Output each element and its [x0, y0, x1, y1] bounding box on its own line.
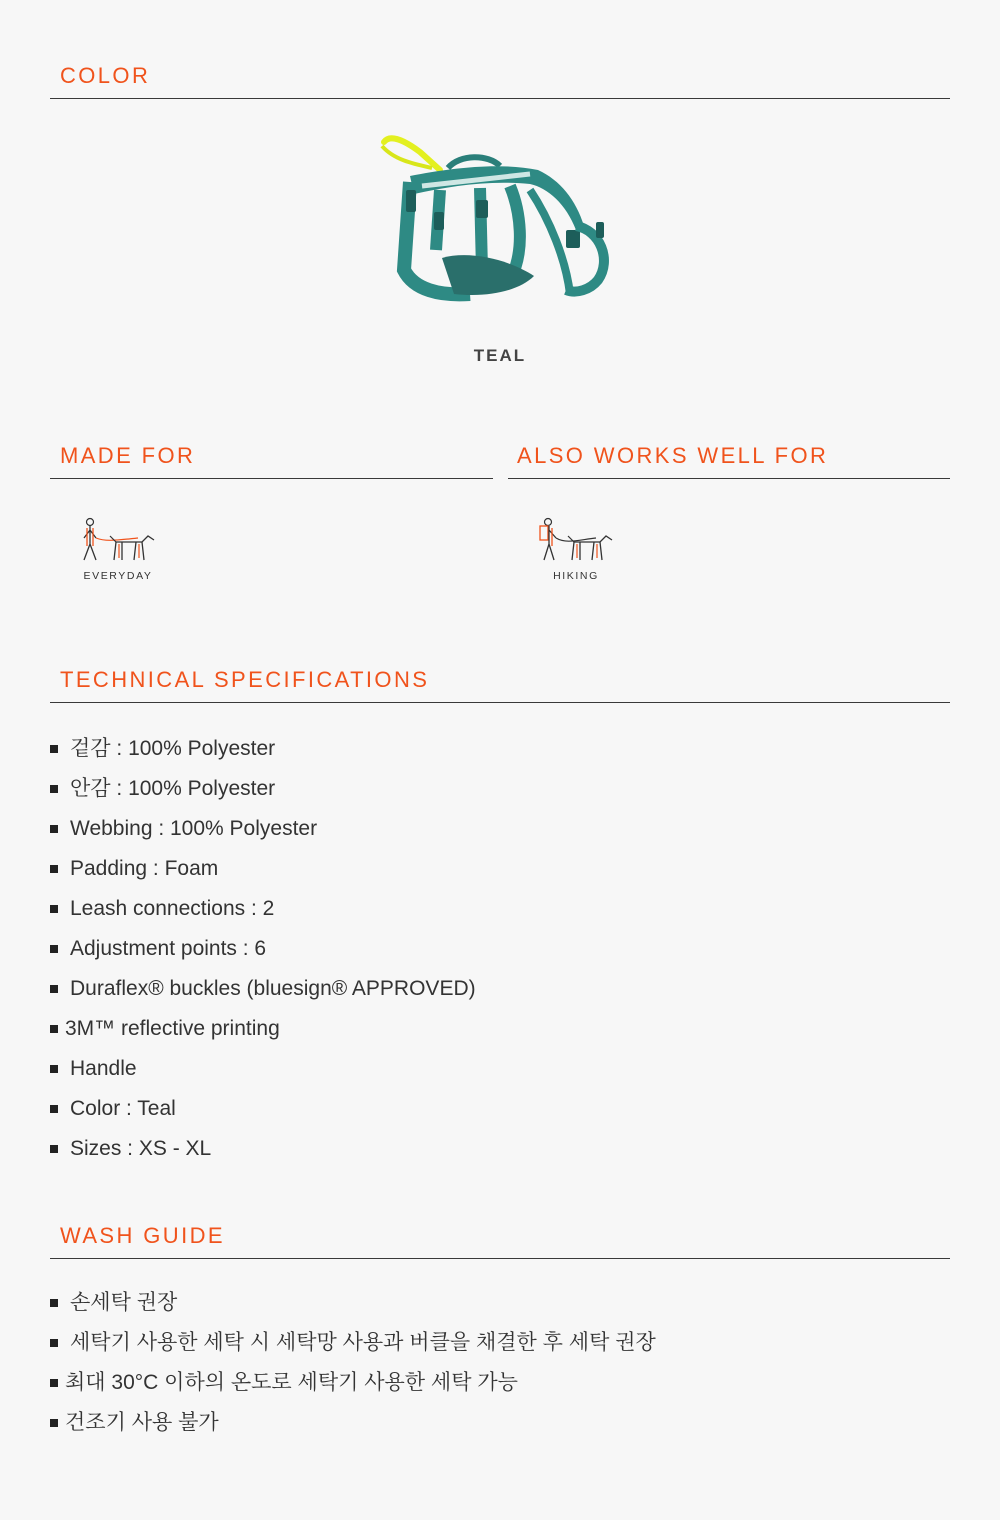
list-item: Color : Teal: [50, 1089, 476, 1129]
list-item: 손세탁 권장: [50, 1283, 656, 1323]
activity-label-everyday: EVERYDAY: [83, 570, 153, 582]
bullet-icon: [50, 1339, 58, 1347]
bullet-icon: [50, 1299, 58, 1307]
color-section-divider: [50, 98, 950, 99]
bullet-icon: [50, 785, 58, 793]
bullet-icon: [50, 985, 58, 993]
bullet-icon: [50, 905, 58, 913]
list-item: Padding : Foam: [50, 849, 476, 889]
list-item: Adjustment points : 6: [50, 929, 476, 969]
wash-guide-list: [50, 1283, 656, 1443]
list-item: Leash connections : 2: [50, 889, 476, 929]
made-for-divider: [50, 478, 493, 479]
harness-product-image: [370, 130, 620, 310]
list-item: 세탁기 사용한 세탁 시 세탁망 사용과 버클을 채결한 후 세탁 권장: [50, 1323, 656, 1363]
bullet-icon: [50, 1025, 58, 1033]
list-item: 안감 : 100% Polyester: [50, 769, 476, 809]
list-item: 최대 30°C 이하의 온도로 세탁기 사용한 세탁 가능: [50, 1363, 656, 1403]
list-item: Duraflex® buckles (bluesign® APPROVED): [50, 969, 476, 1009]
list-item: Handle: [50, 1049, 476, 1089]
list-item: 3M™ reflective printing: [50, 1009, 476, 1049]
bullet-icon: [50, 1145, 58, 1153]
list-item: 건조기 사용 불가: [50, 1403, 656, 1443]
wash-guide-divider: [50, 1258, 950, 1259]
bullet-icon: [50, 1379, 58, 1387]
tech-specs-title: TECHNICAL SPECIFICATIONS: [60, 667, 430, 692]
everyday-walk-icon: [58, 516, 178, 568]
also-works-divider: [508, 478, 950, 479]
bullet-icon: [50, 745, 58, 753]
bullet-icon: [50, 1105, 58, 1113]
activity-label-hiking: HIKING: [553, 570, 599, 582]
list-item: 겉감 : 100% Polyester: [50, 729, 476, 769]
color-section-title: COLOR: [60, 63, 151, 88]
made-for-title: MADE FOR: [60, 443, 196, 468]
also-works-title: ALSO WORKS WELL FOR: [517, 443, 829, 468]
bullet-icon: [50, 1065, 58, 1073]
tech-specs-list: [50, 729, 476, 1169]
tech-specs-divider: [50, 702, 950, 703]
activity-everyday: [58, 516, 178, 582]
wash-guide-title: WASH GUIDE: [60, 1223, 225, 1248]
bullet-icon: [50, 1419, 58, 1427]
list-item: Webbing : 100% Polyester: [50, 809, 476, 849]
color-name: TEAL: [473, 346, 527, 365]
list-item: Sizes : XS - XL: [50, 1129, 476, 1169]
bullet-icon: [50, 865, 58, 873]
hiking-icon: [516, 516, 636, 568]
activity-hiking: [516, 516, 636, 582]
bullet-icon: [50, 825, 58, 833]
bullet-icon: [50, 945, 58, 953]
